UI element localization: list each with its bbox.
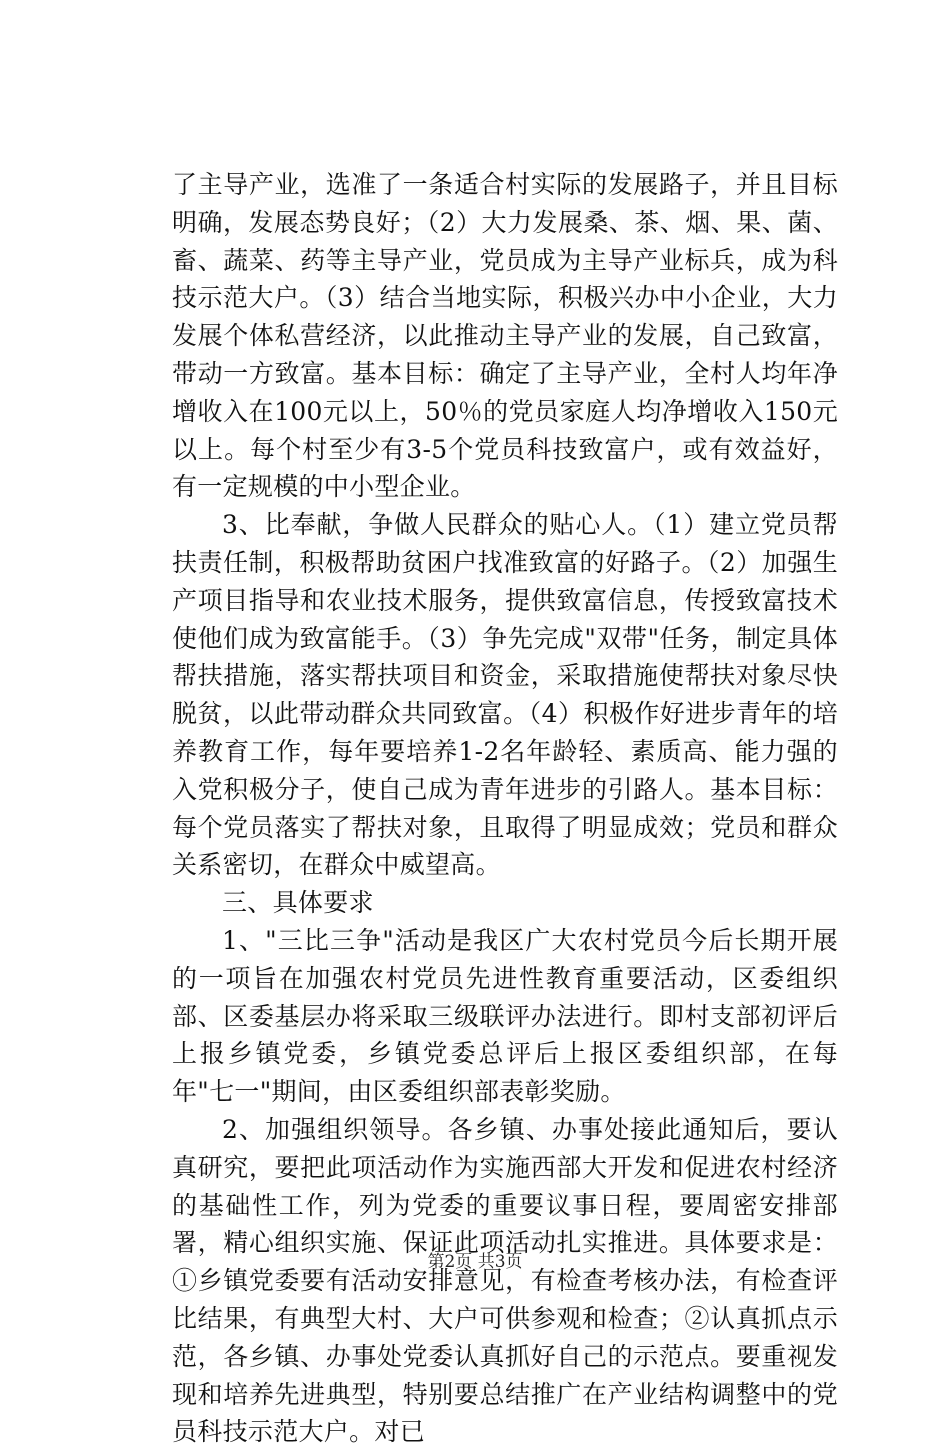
paragraph-requirement-1: 1、"三比三争"活动是我区广大农村党员今后长期开展的一项旨在加强农村党员先进性教育重要活动，区委组织部、区委基层办将采取三级联评办法进行。即村支部初评后上报乡镇党委，乡镇党委总评后上报区委组织部，在每年"七一"期间，由区委组织部表彰奖励。 <box>172 925 838 1107</box>
paragraph-continued: 了主导产业，选准了一条适合村实际的发展路子，并且目标明确，发展态势良好；（2）大力发展桑、茶、烟、果、菌、畜、蔬菜、药等主导产业，党员成为主导产业标兵，成为科技示范大户。（3）结合当地实际，积极兴办中小企业，大力发展个体私营经济，以此推动主导产业的发展，自己致富，带动一方致富。基本目标：确定了主导产业，全村人均年净增收入在100元以上，50％的党员家庭人均净增收入150元以上。每个村至少有3-5个党员科技致富户，或有效益好，有一定规模的中小型企业。 <box>172 170 838 502</box>
page-footer: 第2页 共3页 <box>427 1252 523 1272</box>
paragraph-requirement-2: 2、加强组织领导。各乡镇、办事处接此通知后，要认真研究，要把此项活动作为实施西部大开发和促进农村经济的基础性工作，列为党委的重要议事日程，要周密安排部署，精心组织实施、保证此项活动扎实推进。具体要求是：①乡镇党委要有活动安排意见，有检查考核办法，有检查评比结果，有典型大村、大户可供参观和检查；②认真抓点示范，各乡镇、办事处党委认真抓好自己的示范点。要重视发现和培养先进典型，特别要总结推广在产业结构调整中的党员科技示范大户。对已 <box>172 1114 838 1447</box>
paragraph-compare-dedication: 3、比奉献，争做人民群众的贴心人。（1）建立党员帮扶责任制，积极帮助贫困户找准致富的好路子。（2）加强生产项目指导和农业技术服务，提供致富信息，传授致富技术使他们成为致富能手。（3）争先完成"双带"任务，制定具体帮扶措施，落实帮扶项目和资金，采取措施使帮扶对象尽快脱贫，以此带动群众共同致富。（4）积极作好进步青年的培养教育工作，每年要培养1-2名年龄轻、素质高、能力强的入党积极分子，使自己成为青年进步的引路人。基本目标：每个党员落实了帮扶对象，且取得了明显成效；党员和群众关系密切，在群众中威望高。 <box>172 510 838 880</box>
section-heading-requirements: 三、具体要求 <box>222 888 374 918</box>
